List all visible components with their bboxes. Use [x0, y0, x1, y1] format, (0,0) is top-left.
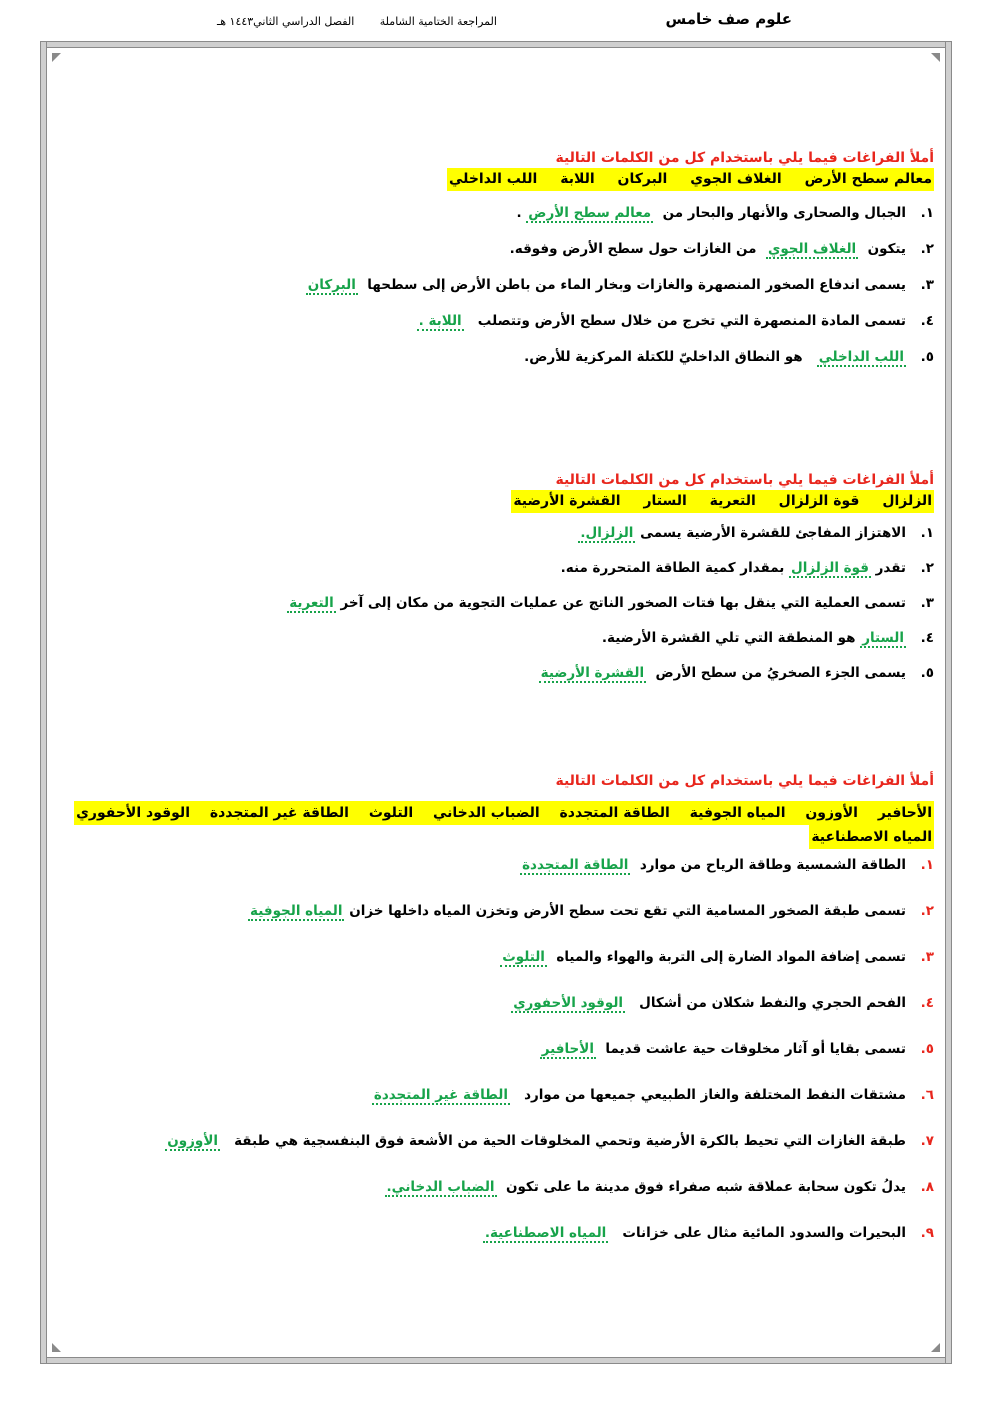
- question-item: [74, 241, 934, 277]
- subject-title: علوم صف خامس: [665, 10, 792, 28]
- question-item: [74, 560, 934, 595]
- question-text: مشتقات النفط المختلفة والغاز الطبيعي جميعها من موارد: [524, 1087, 906, 1103]
- word-bank-item: قوة الزلزال: [778, 493, 860, 509]
- question-item: [74, 1041, 934, 1087]
- answer-blank[interactable]: الغلاف الجوي: [767, 241, 857, 257]
- border-left: [40, 41, 47, 1364]
- question-number: ١.: [920, 525, 934, 541]
- question-number: ٣.: [920, 277, 934, 293]
- word-bank-item: اللابة: [560, 171, 595, 187]
- section-3: [74, 773, 934, 1271]
- word-bank-row: [76, 801, 932, 825]
- review-label: المراجعة الختامية الشاملة: [379, 15, 497, 28]
- question-item: [74, 1225, 934, 1271]
- question-text: الفحم الحجري والنفط شكلان من أشكال: [639, 995, 906, 1011]
- word-bank: [511, 490, 934, 513]
- answer-blank[interactable]: الطاقة غير المتجددة: [373, 1087, 508, 1103]
- question-number: ٧.: [920, 1133, 934, 1149]
- answer-blank[interactable]: الطاقة المتجددة: [522, 857, 629, 873]
- section-instruction: أملأ الفراغات فيما يلي باستخدام كل من الكلمات التالية: [555, 472, 934, 488]
- section-instruction: أملأ الفراغات فيما يلي باستخدام كل من الكلمات التالية: [555, 773, 934, 789]
- question-text: تسمى المادة المنصهرة التي تخرج من خلال سطح الأرض وتتصلب: [477, 313, 906, 329]
- answer-blank[interactable]: الوقود الأحفوري: [513, 995, 624, 1011]
- corner-ornament: [52, 1343, 61, 1352]
- answer-blank[interactable]: القشرة الأرضية: [540, 665, 645, 681]
- question-text: هو المنطقة التي تلي القشرة الأرضية.: [601, 630, 856, 646]
- question-item: [74, 995, 934, 1041]
- question-text: الجبال والصحارى والأنهار والبحار من: [662, 205, 906, 221]
- answer-blank[interactable]: الضباب الدخاني.: [386, 1179, 495, 1195]
- question-item: [74, 1179, 934, 1225]
- word-bank-item: المياه الاصطناعية: [809, 825, 934, 849]
- question-text: تسمى العملية التي ينقل بها فتات الصخور الناتج عن عمليات التجوية من مكان إلى آخر: [340, 595, 906, 611]
- word-bank: [74, 801, 934, 825]
- question-text: طبقة الغازات التي تحيط بالكرة الأرضية وتحمي المخلوقات الحية من الأشعة فوق البنفسجية هي طبقة: [234, 1133, 906, 1149]
- question-number: ٢.: [920, 560, 934, 576]
- question-text: يسمى اندفاع الصخور المنصهرة والغازات وبخار الماء من باطن الأرض إلى سطحها: [367, 277, 906, 293]
- answer-blank[interactable]: الزلزال.: [580, 525, 634, 541]
- answer-blank[interactable]: المياه الجوفية: [250, 903, 343, 919]
- border-right: [945, 41, 952, 1364]
- question-number: ١.: [920, 857, 934, 873]
- answer-blank[interactable]: الأوزون: [167, 1133, 219, 1149]
- word-bank-item: الأوزون: [805, 805, 858, 821]
- question-item: [74, 313, 934, 349]
- word-bank-item: الوقود الأحفوري: [76, 805, 190, 821]
- question-text: تسمى إضافة المواد الضارة إلى التربة والهواء والمياه: [556, 949, 906, 965]
- question-text: من الغازات حول سطح الأرض وفوقه.: [509, 241, 757, 257]
- answer-blank[interactable]: الستار: [862, 630, 904, 646]
- question-item: [74, 857, 934, 903]
- question-number: ٩.: [920, 1225, 934, 1241]
- question-text: يسمى الجزء الصخريُ من سطح الأرض: [655, 665, 906, 681]
- question-item: [74, 349, 934, 385]
- word-bank-item: البركان: [617, 171, 668, 187]
- word-bank-item: التلوث: [368, 805, 414, 821]
- question-text: يدلُ تكون سحابة عملاقة شبه صفراء فوق مدينة ما على تكون: [505, 1179, 906, 1195]
- question-item: [74, 595, 934, 630]
- answer-blank[interactable]: المياه الاصطناعية.: [484, 1225, 607, 1241]
- word-bank-item: الغلاف الجوي: [690, 171, 782, 187]
- question-list: [74, 857, 934, 1271]
- question-number: ٥.: [920, 665, 934, 681]
- question-text: البحيرات والسدود المائية مثال على خزانات: [622, 1225, 906, 1241]
- semester-label: الفصل الدراسي الثاني١٤٤٣ هـ: [217, 15, 355, 28]
- answer-blank[interactable]: قوة الزلزال: [791, 560, 869, 576]
- question-text: هو النطاق الداخليّ للكتلة المركزية للأرض.: [524, 349, 803, 365]
- question-item: [74, 1133, 934, 1179]
- question-number: ٥.: [920, 1041, 934, 1057]
- question-number: ٣.: [920, 595, 934, 611]
- corner-ornament: [52, 53, 61, 62]
- question-list: [74, 525, 934, 700]
- question-number: ١.: [920, 205, 934, 221]
- header-meta: [195, 15, 497, 28]
- question-text: تسمى بقايا أو آثار مخلوقات حية عاشت قديما: [605, 1041, 906, 1057]
- word-bank-item: الزلزال: [882, 493, 932, 509]
- question-number: ٨.: [920, 1179, 934, 1195]
- question-number: ٢.: [920, 903, 934, 919]
- question-number: ٤.: [920, 995, 934, 1011]
- answer-blank[interactable]: التلوث: [502, 949, 545, 965]
- question-number: ٤.: [920, 630, 934, 646]
- section-instruction: أملأ الفراغات فيما يلي باستخدام كل من الكلمات التالية: [555, 150, 934, 166]
- question-text: تسمى طبقة الصخور المسامية التي تقع تحت سطح الأرض وتخزن المياه داخلها خزان: [349, 903, 906, 919]
- question-list: [74, 205, 934, 385]
- answer-blank[interactable]: معالم سطح الأرض: [528, 205, 652, 221]
- section-2: [74, 472, 934, 700]
- border-bottom: [40, 1357, 952, 1364]
- question-item: [74, 205, 934, 241]
- word-bank-item: الطاقة المتجددة: [559, 805, 670, 821]
- corner-ornament: [931, 53, 940, 62]
- question-text: الطاقة الشمسية وطاقة الرياح من موارد: [639, 857, 906, 873]
- question-item: [74, 1087, 934, 1133]
- word-bank: [447, 168, 934, 191]
- section-1: [74, 150, 934, 385]
- question-item: [74, 525, 934, 560]
- question-item: [74, 665, 934, 700]
- word-bank-item: الطاقة غير المتجددة: [209, 805, 349, 821]
- word-bank-item: الضباب الدخاني: [433, 805, 540, 821]
- question-number: ٤.: [920, 313, 934, 329]
- word-bank-item: التعرية: [709, 493, 756, 509]
- question-text: يتكون: [867, 241, 906, 257]
- question-text: بمقدار كمية الطاقة المتحررة منه.: [560, 560, 785, 576]
- question-number: ٥.: [920, 349, 934, 365]
- question-item: [74, 630, 934, 665]
- question-number: ٣.: [920, 949, 934, 965]
- answer-blank[interactable]: البركان: [307, 277, 356, 293]
- answer-blank[interactable]: الأحافير: [541, 1041, 594, 1057]
- question-item: [74, 949, 934, 995]
- question-item: [74, 277, 934, 313]
- question-number: ٦.: [920, 1087, 934, 1103]
- word-bank-item: اللب الداخلي: [448, 171, 538, 187]
- answer-blank[interactable]: اللابة .: [418, 313, 462, 329]
- word-bank-item: الأحافير: [877, 805, 932, 821]
- question-text: .: [516, 205, 522, 221]
- question-item: [74, 903, 934, 949]
- answer-blank[interactable]: اللب الداخلي: [818, 349, 904, 365]
- word-bank-item: الستار: [643, 493, 687, 509]
- question-number: ٢.: [920, 241, 934, 257]
- word-bank-item: المياه الجوفية: [689, 805, 786, 821]
- corner-ornament: [931, 1343, 940, 1352]
- word-bank-item: معالم سطح الأرض: [804, 171, 932, 187]
- word-bank-item: القشرة الأرضية: [513, 493, 621, 509]
- answer-blank[interactable]: التعرية: [289, 595, 334, 611]
- question-text: تقدر: [875, 560, 906, 576]
- question-text: الاهتزاز المفاجئ للقشرة الأرضية يسمى: [640, 525, 906, 541]
- border-top: [40, 41, 952, 48]
